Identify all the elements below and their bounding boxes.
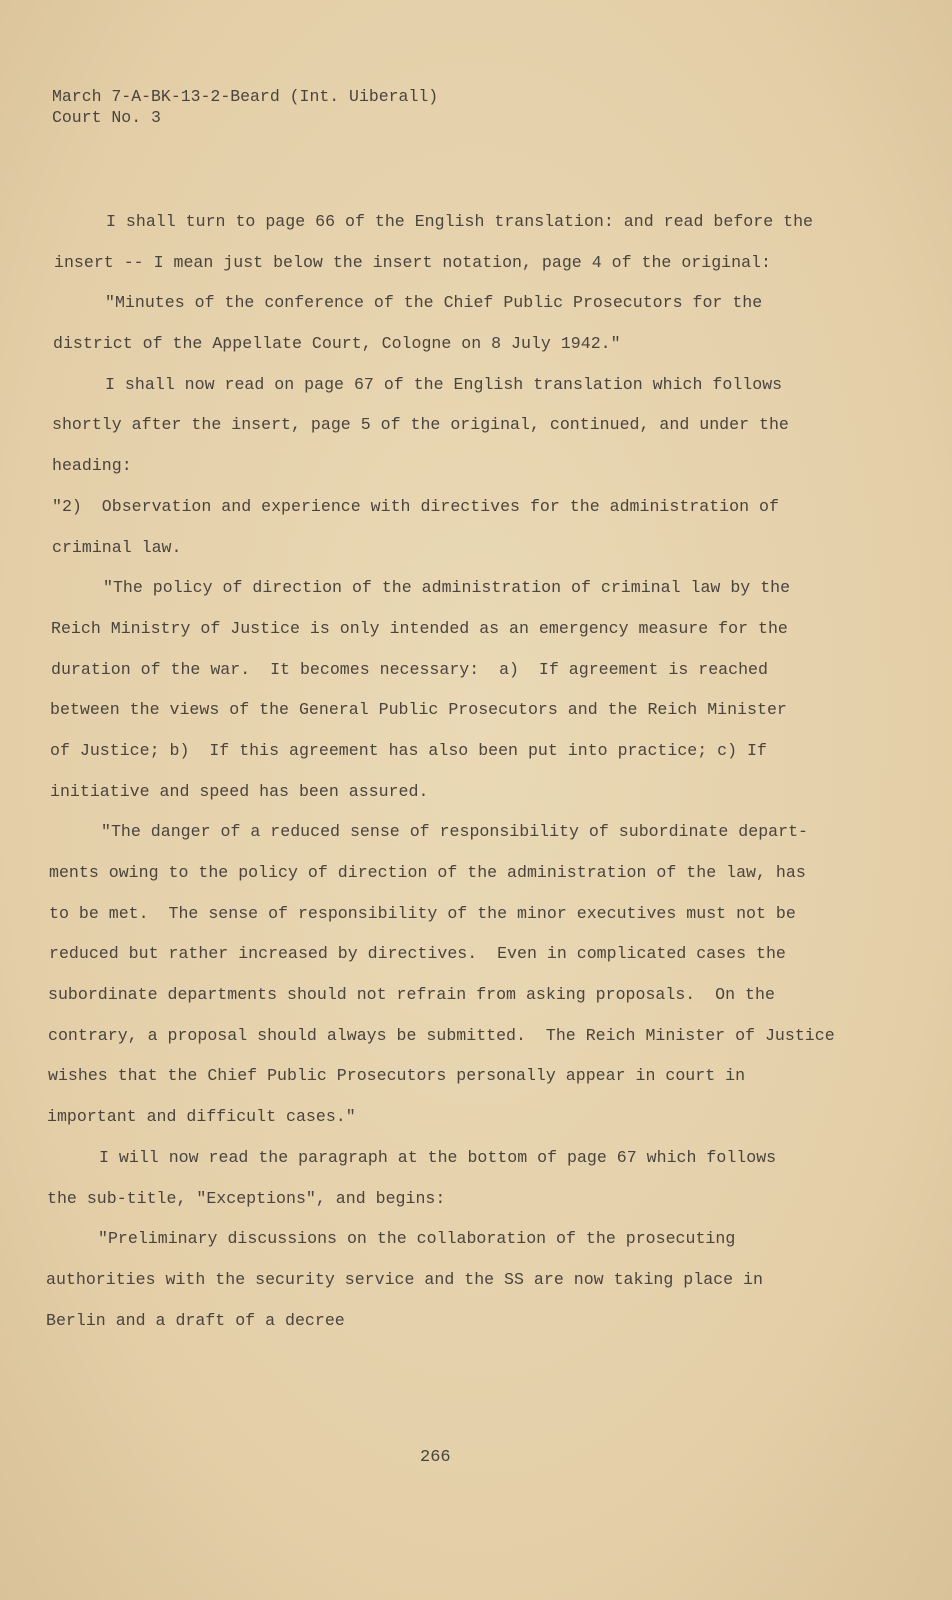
text-line: duration of the war. It becomes necessary: a) If agreement is reached	[51, 659, 768, 679]
text-line: I will now read the paragraph at the bottom of page 67 which follows	[99, 1147, 777, 1167]
text-line: I shall turn to page 66 of the English translation: and read before the	[106, 212, 814, 231]
text-line: district of the Appellate Court, Cologne on 8 July 1942."	[53, 334, 621, 354]
header-court: Court No. 3	[52, 108, 161, 127]
text-line: criminal law.	[52, 537, 182, 557]
text-line: "Preliminary discussions on the collaboration of the prosecuting	[98, 1229, 736, 1249]
header-reference: March 7-A-BK-13-2-Beard (Int. Uiberall)	[52, 87, 439, 106]
text-line: wishes that the Chief Public Prosecutors personally appear in court in	[48, 1066, 746, 1086]
text-line: authorities with the security service and the SS are now taking place in	[46, 1269, 763, 1289]
page-number: 266	[420, 1448, 451, 1467]
text-line: "The policy of direction of the administration of criminal law by the	[103, 578, 791, 598]
text-line: the sub-title, "Exceptions", and begins:	[47, 1188, 446, 1208]
text-line: initiative and speed has been assured.	[50, 781, 429, 801]
document-header	[52, 86, 438, 128]
text-line: reduced but rather increased by directives. Even in complicated cases the	[49, 944, 786, 964]
text-line: "The danger of a reduced sense of responsibility of subordinate depart-	[101, 822, 809, 842]
text-line: insert -- I mean just below the insert notation, page 4 of the original:	[54, 252, 771, 272]
text-line: "2) Observation and experience with directives for the administration of	[52, 496, 779, 516]
text-line: important and difficult cases."	[47, 1107, 356, 1127]
text-line: heading:	[52, 456, 132, 476]
text-line: subordinate departments should not refrain from asking proposals. On the	[48, 985, 775, 1005]
text-line: between the views of the General Public Prosecutors and the Reich Minister	[50, 700, 787, 720]
text-line: "Minutes of the conference of the Chief Public Prosecutors for the	[105, 293, 763, 313]
text-line: I shall now read on page 67 of the English translation which follows	[105, 374, 783, 394]
text-line: Reich Ministry of Justice is only intended as an emergency measure for the	[51, 618, 788, 638]
text-line: contrary, a proposal should always be submitted. The Reich Minister of Justice	[48, 1025, 835, 1045]
text-line: ments owing to the policy of direction of the administration of the law, has	[49, 863, 806, 882]
text-line: shortly after the insert, page 5 of the original, continued, and under the	[52, 415, 789, 435]
text-line: Berlin and a draft of a decree	[46, 1310, 345, 1330]
document-body	[48, 208, 928, 1347]
text-line: to be met. The sense of responsibility of the minor executives must not be	[49, 903, 796, 923]
text-line: of Justice; b) If this agreement has also been put into practice; c) If	[50, 740, 767, 760]
